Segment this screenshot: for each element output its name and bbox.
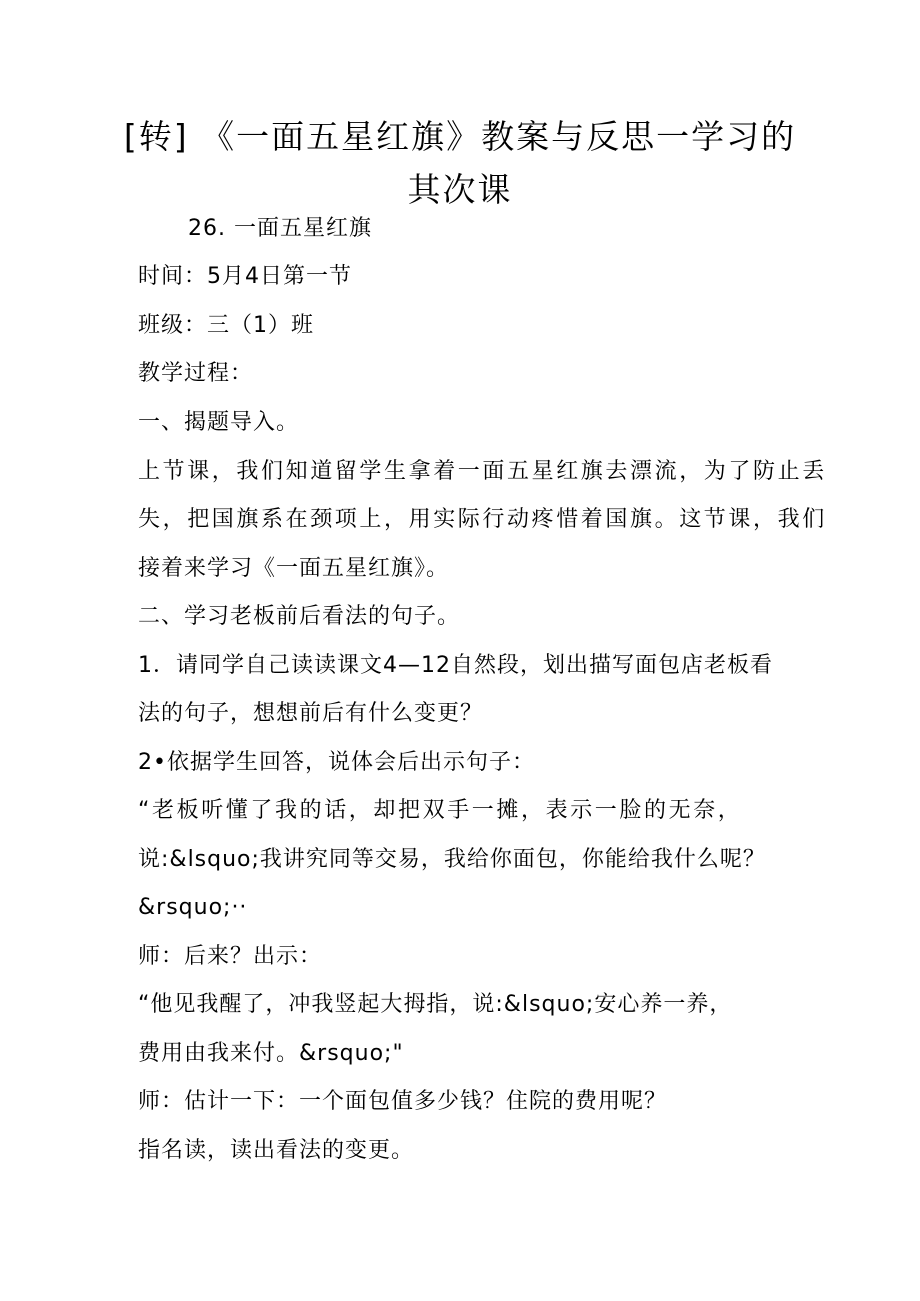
quote-2-line: “他见我醒了，冲我竖起大拇指，说:&lsquo;安心养一养，: [138, 992, 733, 1017]
quote-1-line: &rsquo;··: [138, 895, 248, 920]
teacher-line: 师：估计一下：一个面包值多少钱？住院的费用呢？: [138, 1089, 668, 1114]
section-2-item-2: 2•依据学生回答，说体会后出示句子：: [138, 750, 535, 775]
quote-1-line: 说:&lsquo;我讲究同等交易，我给你面包，你能给我什么呢？: [138, 847, 766, 872]
teacher-line: 师：后来？出示：: [138, 944, 323, 969]
section-2-item-1-line: 1．请同学自己读读课文4—12自然段，划出描写面包店老板看: [138, 653, 773, 678]
teaching-process-label: 教学过程：: [138, 361, 254, 386]
section-1-heading: 一、揭题导入。: [138, 410, 300, 435]
quote-2-line: 费用由我来付。&rsquo;": [138, 1041, 404, 1066]
lesson-time: 时间：5月4日第一节: [138, 264, 352, 289]
section-2-item-1-line: 法的句子，想想前后有什么变更？: [138, 701, 484, 726]
quote-1-line: “老板听懂了我的话，却把双手一摊，表示一脸的无奈，: [138, 798, 743, 823]
closing-line: 指名读，读出看法的变更。: [138, 1138, 415, 1163]
section-1-paragraph-line: 失，把国旗系在颈项上，用实际行动疼惜着国旗。这节课，我们: [138, 507, 827, 532]
section-2-heading: 二、学习老板前后看法的句子。: [138, 604, 461, 629]
lesson-class: 班级：三（1）班: [138, 313, 314, 338]
section-1-paragraph-line: 接着来学习《一面五星红旗》。: [138, 556, 450, 581]
section-1-paragraph-line: 上节课，我们知道留学生拿着一面五星红旗去漂流，为了防止丢: [138, 459, 827, 484]
lesson-heading: 26. 一面五星红旗: [188, 216, 372, 241]
document-title: [转] 《一面五星红旗》教案与反思一学习的其次课: [123, 117, 797, 209]
